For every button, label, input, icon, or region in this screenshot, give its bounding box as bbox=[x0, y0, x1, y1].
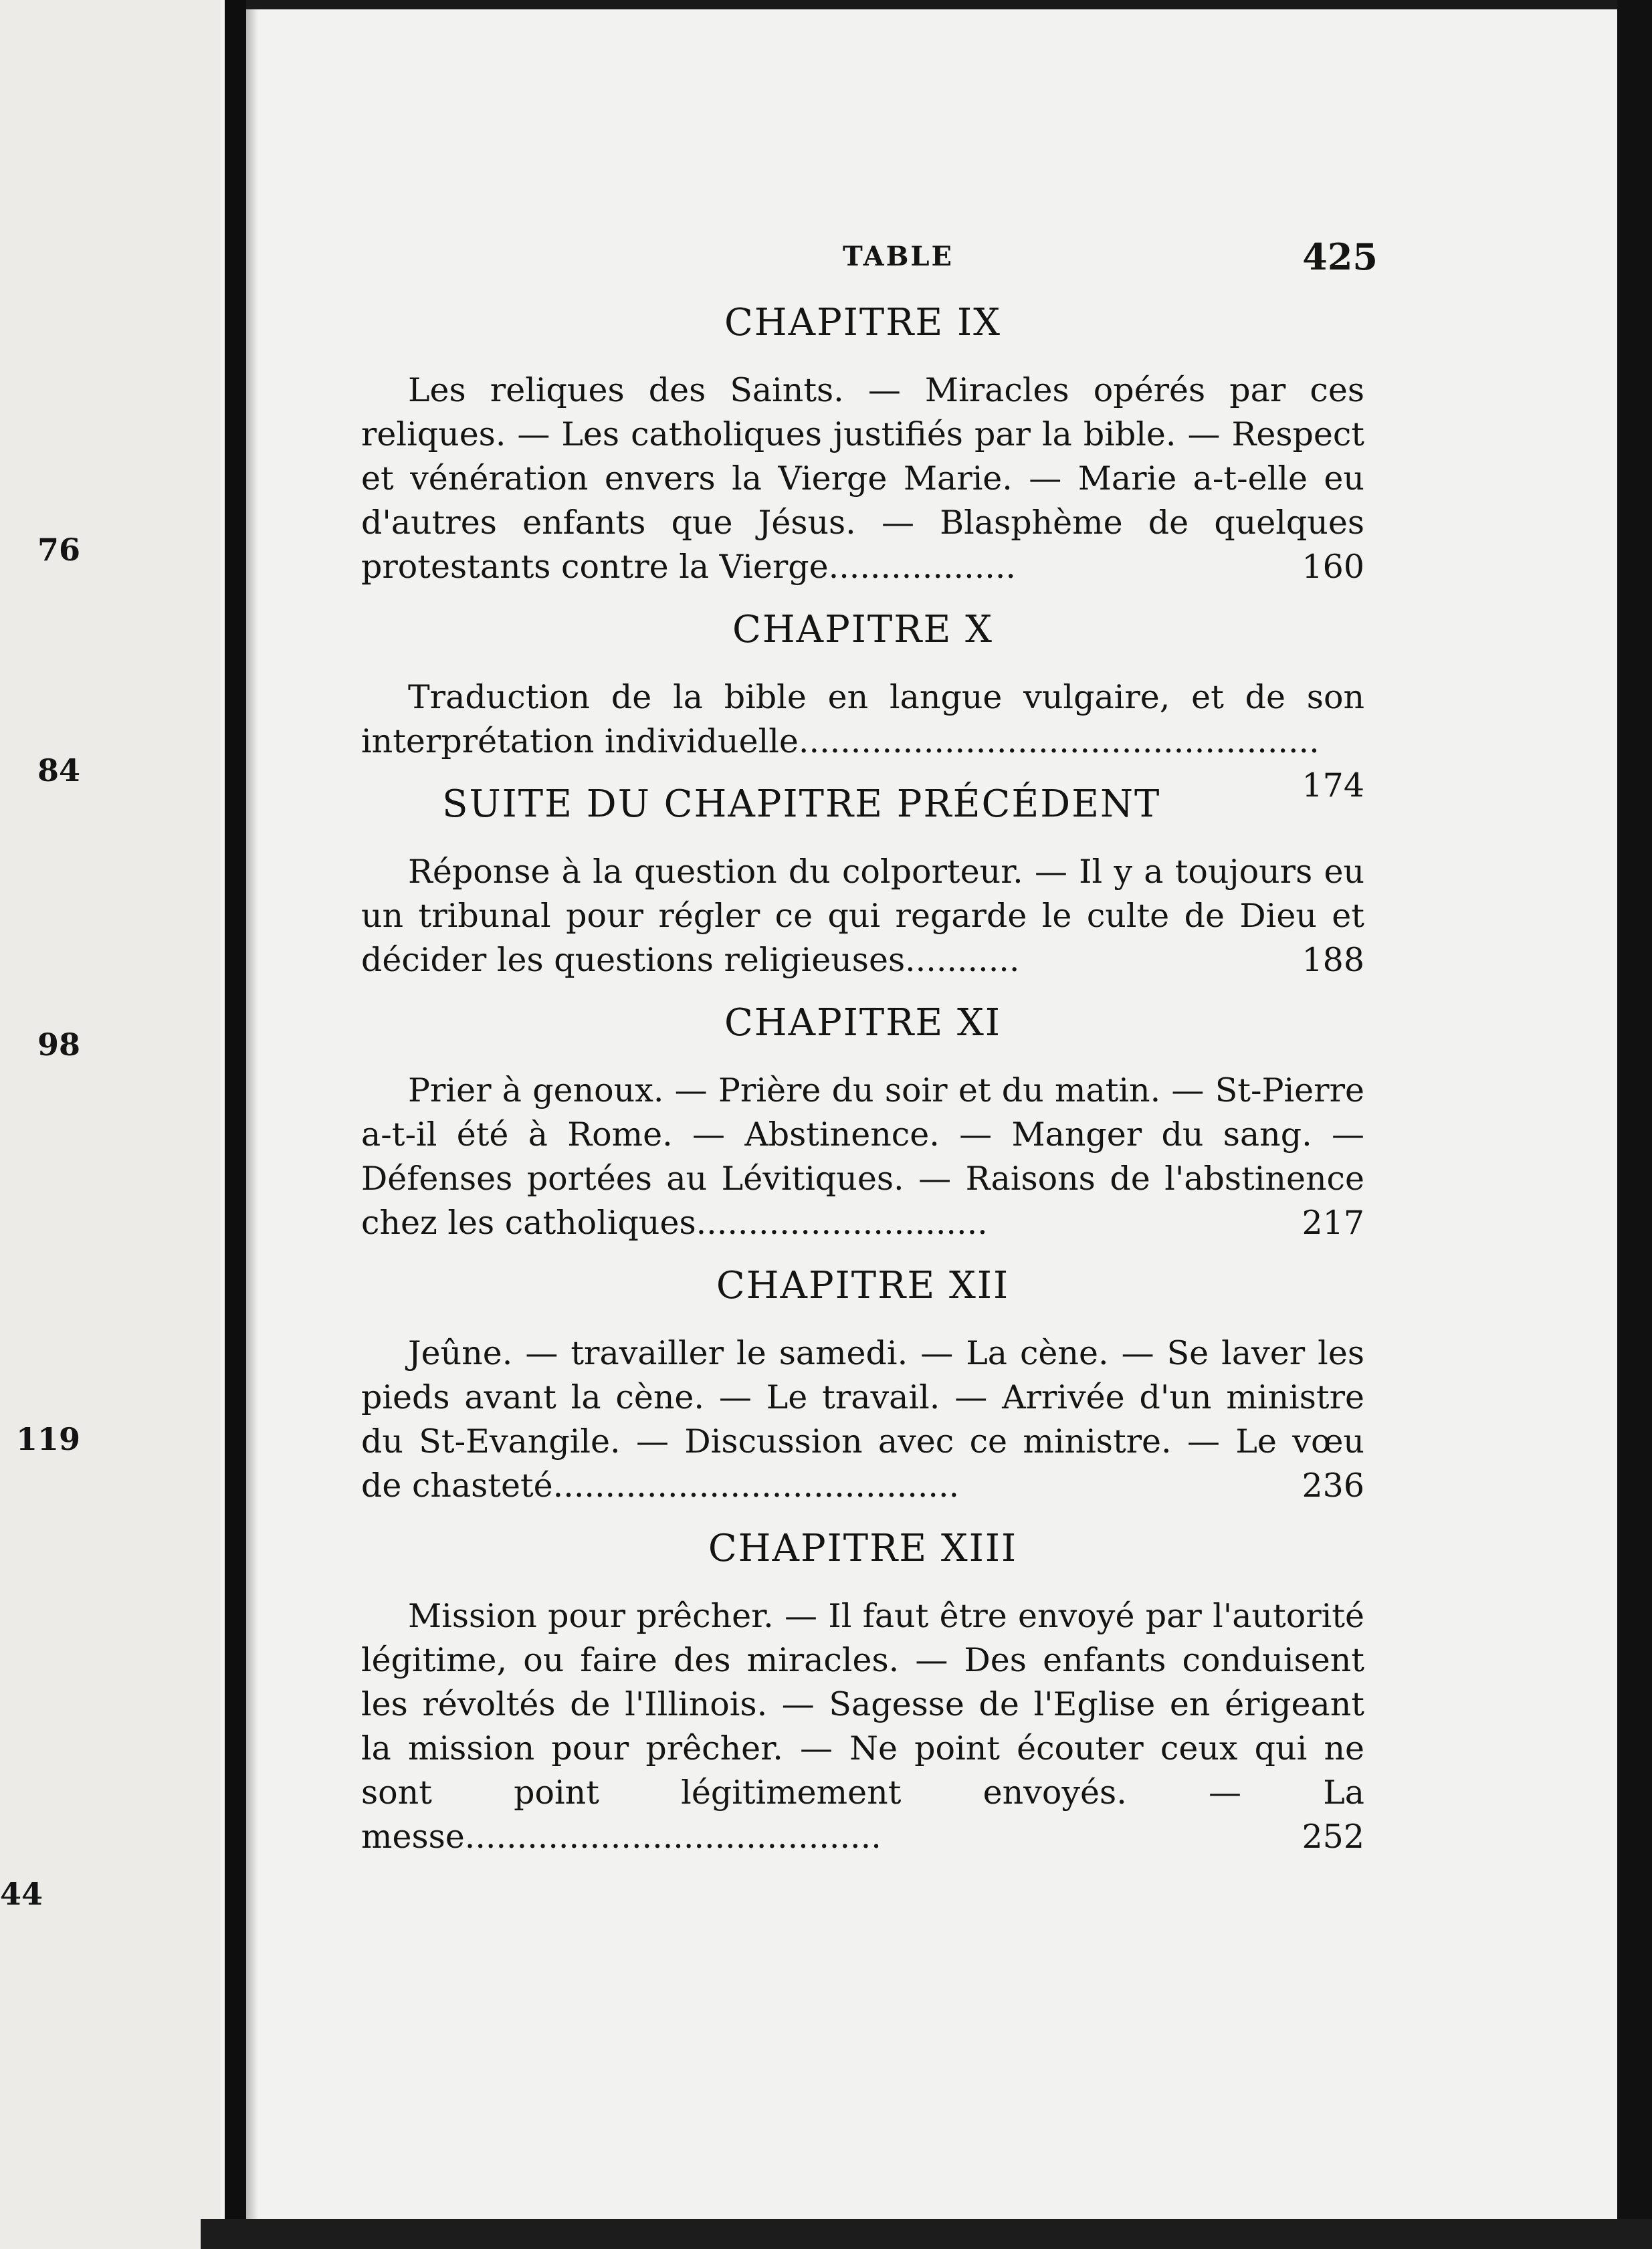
chapter-entry bbox=[361, 1264, 1364, 1508]
summary-text: Mission pour prêcher. — Il faut être envoyé par l'autorité légitime, ou faire des miracles. — Des enfants conduisent les révoltés de l'Illinois. — Sagesse de l'Eglise en érigeant la mission pour prêcher. — Ne point écouter ceux qui ne sont point légitimement envoyés. — La messe........................................ bbox=[361, 1597, 1364, 1856]
left-page-margin bbox=[0, 0, 221, 2249]
chapter-heading: CHAPITRE XIII bbox=[708, 1527, 1018, 1570]
table-of-contents-page bbox=[361, 227, 1378, 1878]
left-page-number: 98 bbox=[37, 1027, 80, 1063]
chapter-heading: CHAPITRE IX bbox=[724, 301, 1002, 344]
chapter-summary bbox=[361, 368, 1364, 589]
left-page-number: 84 bbox=[37, 752, 80, 788]
gutter-shadow bbox=[246, 0, 258, 2249]
summary-text: Traduction de la bible en langue vulgaire, et de son interprétation individuelle.................................................. bbox=[361, 678, 1364, 760]
bottom-edge bbox=[201, 2219, 1652, 2249]
top-edge bbox=[246, 0, 1652, 9]
chapter-summary bbox=[361, 1331, 1364, 1508]
chapter-heading: CHAPITRE XI bbox=[724, 1001, 1002, 1045]
left-page-number: 44 bbox=[0, 1876, 43, 1912]
summary-text: Jeûne. — travailler le samedi. — La cène. — Se laver les pieds avant la cène. — Le travail. — Arrivée d'un ministre du St-Evangile. — Discussion avec ce ministre. — Le vœu de chasteté....................................... bbox=[361, 1334, 1364, 1505]
chapter-entry bbox=[361, 1001, 1364, 1245]
running-head bbox=[361, 227, 1378, 288]
chapter-entry bbox=[361, 301, 1364, 589]
book-gutter bbox=[225, 0, 246, 2249]
chapter-heading: CHAPITRE XII bbox=[716, 1264, 1010, 1307]
chapter-summary bbox=[361, 1594, 1364, 1859]
chapter-page-ref: 160 bbox=[1302, 548, 1364, 586]
chapter-page-ref: 252 bbox=[1302, 1818, 1364, 1856]
chapter-page-ref: 174 bbox=[1302, 766, 1364, 805]
chapter-entry bbox=[361, 1527, 1364, 1859]
chapter-heading: SUITE DU CHAPITRE PRÉCÉDENT bbox=[442, 782, 1161, 826]
chapter-page-ref: 217 bbox=[1302, 1204, 1364, 1242]
chapter-page-ref: 236 bbox=[1302, 1467, 1364, 1505]
chapter-summary bbox=[361, 850, 1364, 982]
summary-text: Prier à genoux. — Prière du soir et du matin. — St-Pierre a-t-il été à Rome. — Abstinence. — Manger du sang. — Défenses portées au Lévitiques. — Raisons de l'abstinence chez les catholiques............................ bbox=[361, 1071, 1364, 1242]
chapter-entry bbox=[361, 782, 1364, 982]
summary-text: Les reliques des Saints. — Miracles opérés par ces reliques. — Les catholiques justifiés par la bible. — Respect et vénération envers la Vierge Marie. — Marie a-t-elle eu d'autres enfants que Jésus. — Blasphème de quelques protestants contre la Vierge.................. bbox=[361, 371, 1364, 586]
left-page-number: 76 bbox=[37, 532, 80, 568]
chapter-heading: CHAPITRE X bbox=[732, 608, 993, 651]
chapter-page-ref: 188 bbox=[1302, 941, 1364, 979]
running-title: TABLE bbox=[843, 241, 954, 272]
chapter-summary bbox=[361, 1069, 1364, 1245]
right-edge bbox=[1617, 0, 1652, 2249]
page-number: 425 bbox=[1302, 235, 1378, 278]
summary-text: Réponse à la question du colporteur. — Il y a toujours eu un tribunal pour régler ce qui regarde le culte de Dieu et décider les questions religieuses........... bbox=[361, 853, 1364, 979]
left-page-number: 119 bbox=[15, 1421, 80, 1457]
